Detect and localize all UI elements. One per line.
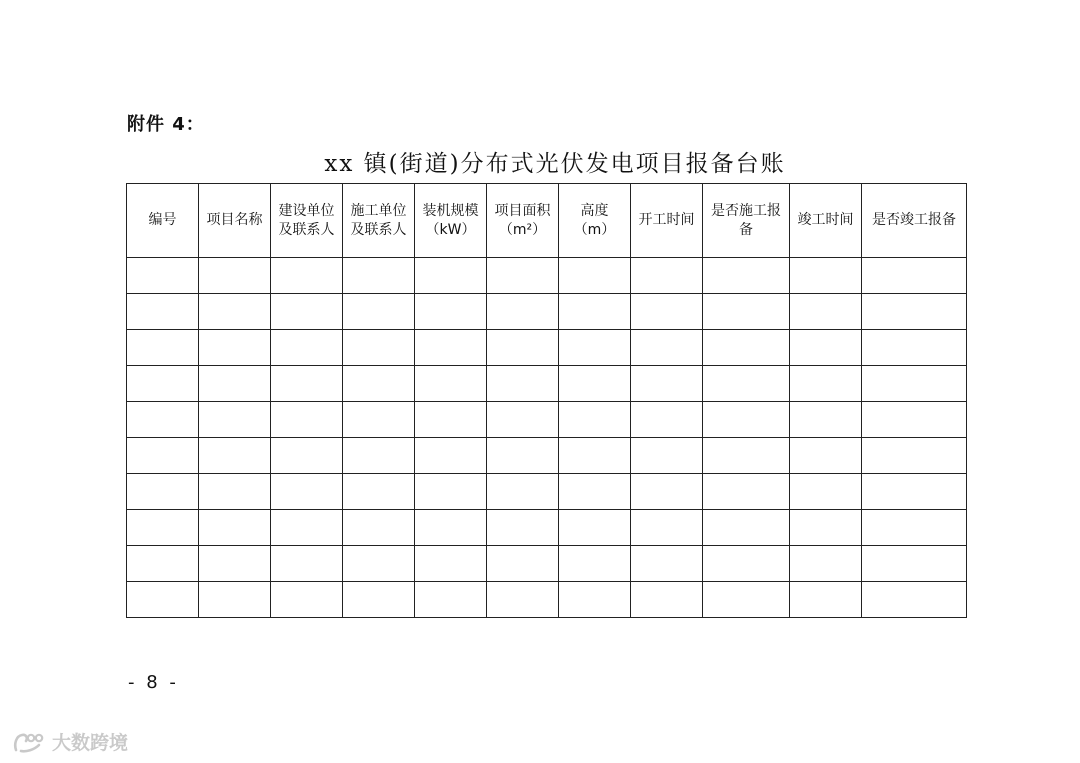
table-row (127, 510, 967, 546)
table-cell[interactable] (415, 582, 487, 618)
column-header-label: 开工时间 (638, 212, 695, 228)
column-header (343, 184, 415, 258)
table-cell[interactable] (487, 294, 559, 330)
table-cell[interactable] (415, 330, 487, 366)
column-header (790, 184, 862, 258)
table-cell[interactable] (127, 510, 199, 546)
table-cell[interactable] (703, 366, 790, 402)
table-cell[interactable] (343, 330, 415, 366)
table-cell[interactable] (487, 546, 559, 582)
table-row (127, 366, 967, 402)
table-cell[interactable] (127, 258, 199, 294)
column-header (703, 184, 790, 258)
table-cell[interactable] (631, 582, 703, 618)
column-header-label: 是否竣工报备 (872, 212, 956, 228)
table-cell[interactable] (487, 330, 559, 366)
table-cell[interactable] (199, 546, 271, 582)
table-cell[interactable] (703, 258, 790, 294)
table-cell[interactable] (862, 546, 967, 582)
column-header (631, 184, 703, 258)
table-cell[interactable] (862, 330, 967, 366)
table-cell[interactable] (199, 510, 271, 546)
table-cell[interactable] (703, 330, 790, 366)
table-cell[interactable] (127, 402, 199, 438)
table-cell[interactable] (862, 366, 967, 402)
table-cell[interactable] (862, 402, 967, 438)
table-cell[interactable] (343, 294, 415, 330)
table-cell[interactable] (703, 402, 790, 438)
column-header (127, 184, 199, 258)
table-cell[interactable] (343, 474, 415, 510)
table-cell[interactable] (862, 294, 967, 330)
table-cell[interactable] (271, 366, 343, 402)
table-cell[interactable] (415, 258, 487, 294)
table-cell[interactable] (343, 510, 415, 546)
table-cell[interactable] (631, 294, 703, 330)
table-cell[interactable] (790, 330, 862, 366)
ledger-table (126, 183, 967, 618)
table-cell[interactable] (199, 582, 271, 618)
column-header-label: 编号 (148, 212, 177, 228)
column-header-label: 装机规模（kW） (422, 202, 479, 238)
table-cell[interactable] (271, 474, 343, 510)
table-cell[interactable] (343, 582, 415, 618)
table-cell[interactable] (199, 294, 271, 330)
column-header-label: 施工单位及联系人 (350, 202, 407, 238)
table-cell[interactable] (271, 510, 343, 546)
table-cell[interactable] (127, 294, 199, 330)
table-cell[interactable] (127, 582, 199, 618)
table-cell[interactable] (127, 474, 199, 510)
table-row (127, 402, 967, 438)
table-cell[interactable] (415, 438, 487, 474)
table-cell[interactable] (790, 510, 862, 546)
table-cell[interactable] (703, 510, 790, 546)
column-header (271, 184, 343, 258)
table-cell[interactable] (559, 582, 631, 618)
table-cell[interactable] (271, 546, 343, 582)
table-cell[interactable] (559, 510, 631, 546)
table-cell[interactable] (862, 582, 967, 618)
table-cell[interactable] (862, 258, 967, 294)
column-header (559, 184, 631, 258)
table-cell[interactable] (559, 330, 631, 366)
table-cell[interactable] (271, 294, 343, 330)
table-cell[interactable] (199, 438, 271, 474)
table-cell[interactable] (415, 294, 487, 330)
table-row (127, 294, 967, 330)
page-number: - 8 - (128, 672, 179, 693)
column-header (487, 184, 559, 258)
table-cell[interactable] (199, 402, 271, 438)
table-cell[interactable] (199, 258, 271, 294)
table-cell[interactable] (343, 546, 415, 582)
table-cell[interactable] (559, 546, 631, 582)
table-cell[interactable] (862, 510, 967, 546)
table-cell[interactable] (127, 366, 199, 402)
table-cell[interactable] (631, 366, 703, 402)
table-body (127, 258, 967, 618)
column-header-label: 竣工时间 (797, 212, 854, 228)
table-cell[interactable] (271, 438, 343, 474)
column-header (415, 184, 487, 258)
table-cell[interactable] (343, 402, 415, 438)
table-cell[interactable] (790, 546, 862, 582)
table-cell[interactable] (703, 294, 790, 330)
table-cell[interactable] (343, 366, 415, 402)
brand-logo-icon (12, 730, 46, 754)
watermark-text: 大数跨境 (52, 732, 129, 754)
table-cell[interactable] (631, 330, 703, 366)
table-cell[interactable] (703, 546, 790, 582)
table-cell[interactable] (127, 438, 199, 474)
table-cell[interactable] (559, 258, 631, 294)
column-header (199, 184, 271, 258)
table-header-row (127, 184, 967, 258)
table-cell[interactable] (487, 510, 559, 546)
table-cell[interactable] (790, 438, 862, 474)
table-cell[interactable] (862, 438, 967, 474)
table-cell[interactable] (487, 366, 559, 402)
watermark (12, 728, 128, 755)
table-cell[interactable] (487, 438, 559, 474)
table-cell[interactable] (559, 474, 631, 510)
table-cell[interactable] (703, 582, 790, 618)
table-row (127, 474, 967, 510)
table-cell[interactable] (415, 366, 487, 402)
table-cell[interactable] (487, 402, 559, 438)
table-row (127, 546, 967, 582)
table-cell[interactable] (790, 366, 862, 402)
table-cell[interactable] (631, 402, 703, 438)
table-cell[interactable] (415, 402, 487, 438)
column-header-label: 高度（m） (573, 202, 616, 238)
table-cell[interactable] (631, 438, 703, 474)
table-cell[interactable] (631, 510, 703, 546)
table-cell[interactable] (790, 402, 862, 438)
table-cell[interactable] (559, 402, 631, 438)
table-row (127, 330, 967, 366)
table-cell[interactable] (415, 510, 487, 546)
table-cell[interactable] (703, 438, 790, 474)
column-header-label: 建设单位及联系人 (278, 202, 335, 238)
table-cell[interactable] (487, 258, 559, 294)
table-cell[interactable] (127, 546, 199, 582)
table-cell[interactable] (343, 258, 415, 294)
table-cell[interactable] (343, 438, 415, 474)
table-cell[interactable] (487, 582, 559, 618)
table-cell[interactable] (790, 474, 862, 510)
table-cell[interactable] (559, 294, 631, 330)
attachment-label: 附件 4： (127, 114, 205, 135)
table-cell[interactable] (271, 258, 343, 294)
table-cell[interactable] (703, 474, 790, 510)
table-cell[interactable] (487, 474, 559, 510)
table-cell[interactable] (790, 294, 862, 330)
table-cell[interactable] (415, 546, 487, 582)
table-cell[interactable] (271, 402, 343, 438)
column-header-label: 项目面积（m²） (494, 202, 551, 238)
table-row (127, 582, 967, 618)
table-cell[interactable] (199, 474, 271, 510)
table-cell[interactable] (559, 438, 631, 474)
table-cell[interactable] (127, 330, 199, 366)
table-cell[interactable] (631, 258, 703, 294)
table-cell[interactable] (199, 366, 271, 402)
table-cell[interactable] (631, 546, 703, 582)
table-cell[interactable] (631, 474, 703, 510)
column-header (862, 184, 967, 258)
column-header-label: 是否施工报备 (711, 202, 781, 238)
table-row (127, 258, 967, 294)
table-cell[interactable] (790, 258, 862, 294)
document-title: xx 镇(街道)分布式光伏发电项目报备台账 (324, 151, 786, 177)
column-header-label: 项目名称 (206, 212, 263, 228)
table-row (127, 438, 967, 474)
table-cell[interactable] (199, 330, 271, 366)
table-cell[interactable] (271, 582, 343, 618)
table-cell[interactable] (271, 330, 343, 366)
table-cell[interactable] (415, 474, 487, 510)
table-cell[interactable] (862, 474, 967, 510)
table-cell[interactable] (559, 366, 631, 402)
table-cell[interactable] (790, 582, 862, 618)
